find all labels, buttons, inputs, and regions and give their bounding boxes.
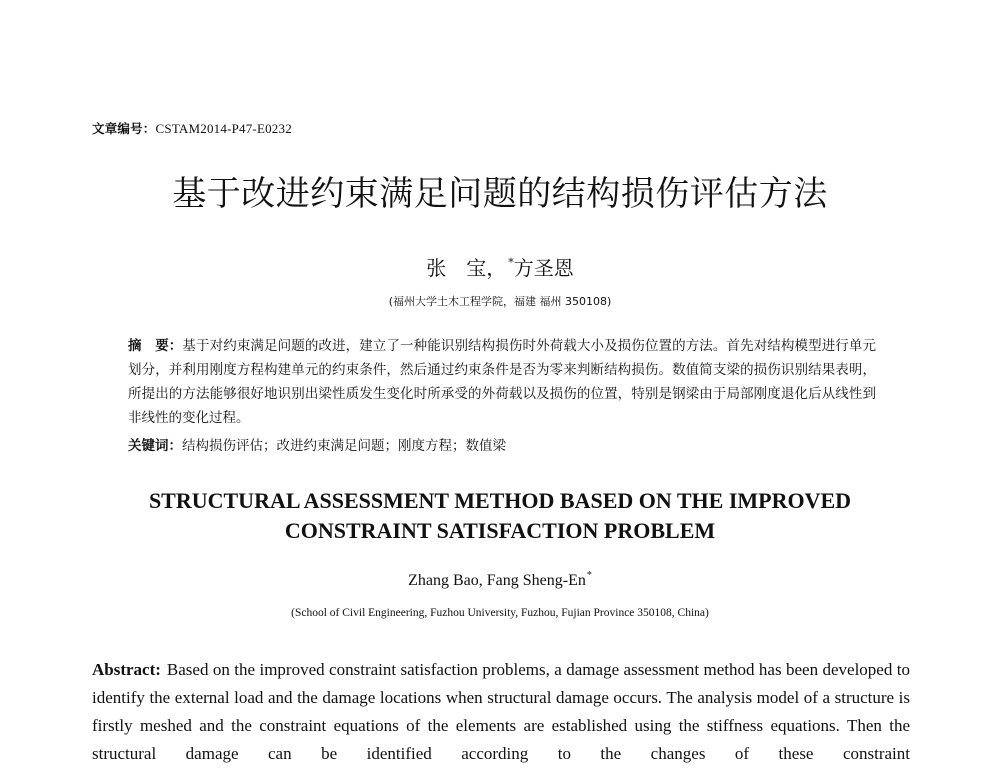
chinese-keywords-label: 关键词： [128, 438, 182, 454]
english-affiliation: (School of Civil Engineering, Fuzhou University, Fuzhou, Fujian Province 350108, China) [291, 607, 709, 619]
english-title-line-1: STRUCTURAL ASSESSMENT METHOD BASED ON THE IMPROVED [148, 488, 852, 513]
chinese-title: 基于改进约束满足问题的结构损伤评估方法 [172, 174, 828, 214]
english-abstract-text: Based on the improved constraint satisfaction problems, a damage assessment method has been developed to identify the external load and the damage locations when structural damage occurs. The analysis model of a structure is firstly meshed and the constraint equations of the elements are established using the stiffness equations. Then the structural damage can be identified according to the changes of these constraint [92, 660, 910, 763]
chinese-author-1: 张 宝， [426, 256, 507, 280]
chinese-affiliation: (福州大学土木工程学院，福建 福州 350108) [388, 295, 612, 308]
chinese-abstract [128, 334, 876, 430]
chinese-author-2: 方圣恩 [513, 256, 574, 280]
english-title-line-2: CONSTRAINT SATISFACTION PROBLEM [284, 518, 716, 543]
english-authors-text: Zhang Bao, Fang Sheng-En [408, 572, 586, 589]
chinese-keywords [128, 434, 876, 458]
article-number-label: 文章编号： [92, 121, 156, 136]
english-title [0, 486, 1000, 546]
english-abstract [92, 656, 910, 768]
chinese-keywords-text: 结构损伤评估；改进约束满足问题；刚度方程；数值梁 [182, 438, 506, 454]
english-authors [0, 570, 1000, 590]
corresponding-author-mark: * [508, 256, 514, 269]
chinese-abstract-label: 摘 要： [128, 338, 183, 354]
chinese-authors [0, 252, 1000, 281]
article-number-value: CSTAM2014-P47-E0232 [155, 121, 292, 136]
english-corresponding-mark: * [586, 570, 592, 581]
chinese-abstract-text: 基于对约束满足问题的改进，建立了一种能识别结构损伤时外荷载大小及损伤位置的方法。首先对结构模型进行单元划分，并利用刚度方程构建单元的约束条件，然后通过约束条件是否为零来判断结构损伤。数值简支梁的损伤识别结果表明，所提出的方法能够很好地识别出梁性质发生变化时所承受的外荷载以及损伤的位置，特别是钢梁由于局部刚度退化后从线性到非线性的变化过程。 [128, 338, 877, 426]
english-abstract-label: Abstract: [92, 660, 161, 679]
article-number [92, 119, 292, 137]
